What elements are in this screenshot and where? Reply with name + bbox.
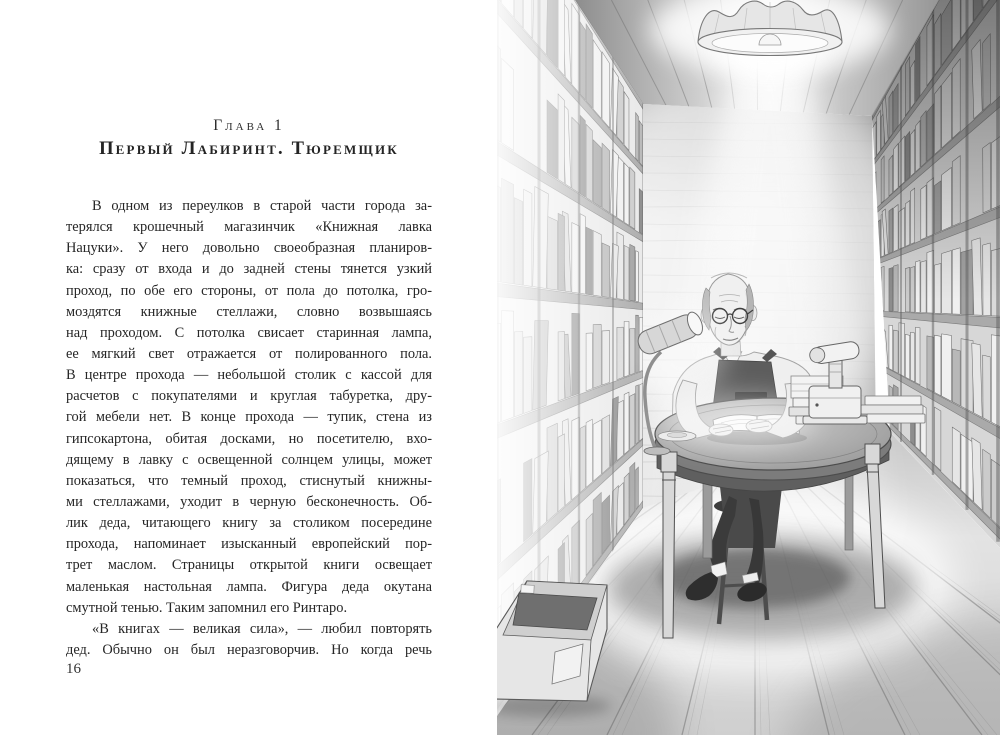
text-line: ми стеллажами, уходит в черную бесконечность. Об- — [66, 493, 432, 510]
body-text — [66, 196, 432, 661]
chapter-title: Первый Лабиринт. Тюремщик — [99, 139, 399, 159]
left-page — [0, 0, 497, 735]
right-page-illustration — [497, 0, 1000, 735]
text-line: гой мебели нет. В конце прохода — тупик, стена из — [66, 409, 432, 426]
text-line: трет маслом. Страницы открытой книги освещает — [66, 557, 432, 574]
text-line: смутной тенью. Таким запомнил его Ринтаро. — [66, 599, 348, 616]
text-line: В центре прохода — небольшой столик с кассой для — [66, 367, 432, 384]
book-in-box — [513, 593, 597, 630]
text-line: моздятся книжные стеллажи, словно возвышаясь — [66, 303, 432, 320]
text-line: прохода, напоминает изысканный европейский пор- — [66, 536, 432, 553]
chapter-label: Глава 1 — [213, 117, 285, 134]
text-line: дед. Обычно он был неразговорчив. Но когда речь — [66, 641, 432, 658]
text-line: лик деда, читающего книгу за столиком посередине — [66, 515, 432, 532]
text-line: над проходом. С потолка свисает старинная лампа, — [66, 324, 432, 341]
bookshop-illustration — [497, 0, 1000, 735]
page-number: 16 — [66, 661, 81, 677]
text-line: ка: сразу от входа и до задней стены тянется узкий — [66, 261, 432, 278]
text-line: расчетов с покупателями и круглая табуретка, дру- — [66, 388, 432, 405]
text-line: терялся крошечный магазинчик «Книжная лавка — [66, 219, 432, 236]
text-line: ее мягкий свет отражается от полированного пола. — [66, 345, 432, 362]
text-line: «В книгах — великая сила», — любил повторять — [92, 620, 432, 637]
text-line: дящему в лавку с освещенной солнцем улицы, может — [66, 451, 432, 468]
text-line: Нацуки». У него довольно своеобразная планиров- — [66, 240, 432, 257]
text-line: В одном из переулков в старой части города за- — [92, 198, 432, 214]
text-line: проход, по обе его стороны, от пола до потолка, гро- — [66, 282, 432, 299]
text-line: показаться, что темный проход, стиснутый книжны- — [66, 472, 432, 489]
text-line: гипсокартона, обитая досками, но посетителю, вхо- — [66, 430, 432, 447]
text-line: маленькая настольная лампа. Фигура деда окутана — [66, 578, 432, 595]
